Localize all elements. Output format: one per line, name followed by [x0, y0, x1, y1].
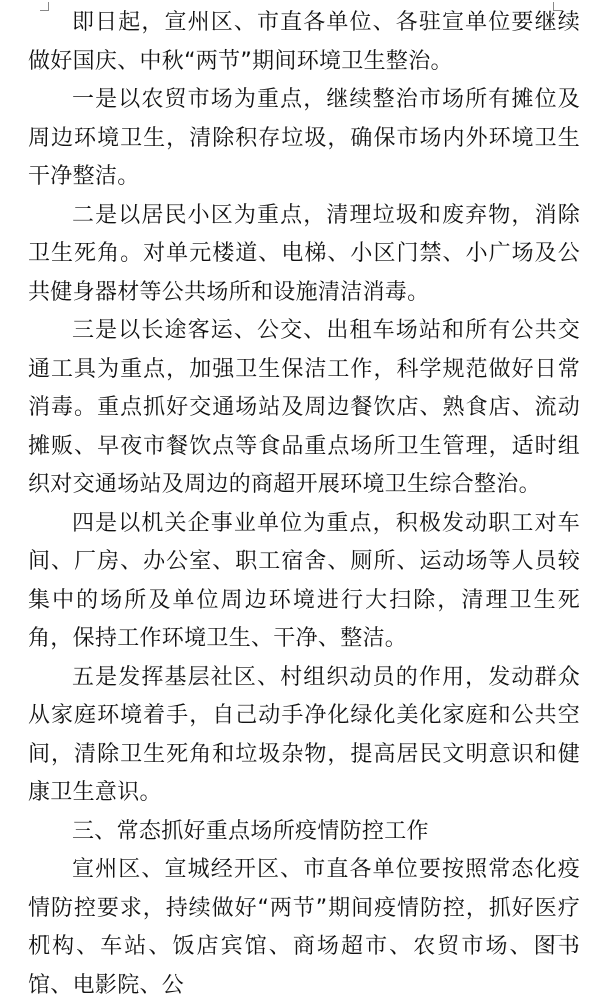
section-heading: 三、常态抓好重点场所疫情防控工作: [72, 818, 429, 844]
paragraph-item-2: 二是以居民小区为重点，清理垃圾和废弃物，消除卫生死角。对单元楼道、电梯、小区门禁、小广场及公共健身器材等公共场所和设施清洁消毒。: [28, 202, 580, 305]
paragraph-intro: 即日起，宣州区、市直各单位、各驻宣单位要继续做好国庆、中秋“两节”期间环境卫生整治。: [28, 10, 580, 74]
paragraph-item-1: 一是以农贸市场为重点，继续整治市场所有摊位及周边环境卫生，清除积存垃圾，确保市场内外环境卫生干净整洁。: [28, 87, 580, 189]
paragraph-item-4: 四是以机关企事业单位为重点，积极发动职工对车间、厂房、办公室、职工宿舍、厕所、运动场等人员较集中的场所及单位周边环境进行大扫除，清理卫生死角，保持工作环境卫生、干净、整洁。: [28, 510, 580, 651]
paragraph-section-3: 宣州区、宣城经开区、市直各单位要按照常态化疫情防控要求，持续做好“两节”期间疫情防控，抓好医疗机构、车站、饭店宾馆、商场超市、农贸市场、图书馆、电影院、公: [28, 857, 580, 998]
document-body: [28, 4, 580, 1005]
paragraph-item-3: 三是以长途客运、公交、出租车场站和所有公共交通工具为重点，加强卫生保洁工作，科学规范做好日常消毒。重点抓好交通场站及周边餐饮店、熟食店、流动摊贩、早夜市餐饮点等食品重点场所卫生管理，适时组织对交通场站及周边的商超开展环境卫生综合整治。: [28, 318, 580, 497]
paragraph-item-5: 五是发挥基层社区、村组织动员的作用，发动群众从家庭环境着手，自己动手净化绿化美化家庭和公共空间，清除卫生死角和垃圾杂物，提高居民文明意识和健康卫生意识。: [28, 664, 580, 805]
